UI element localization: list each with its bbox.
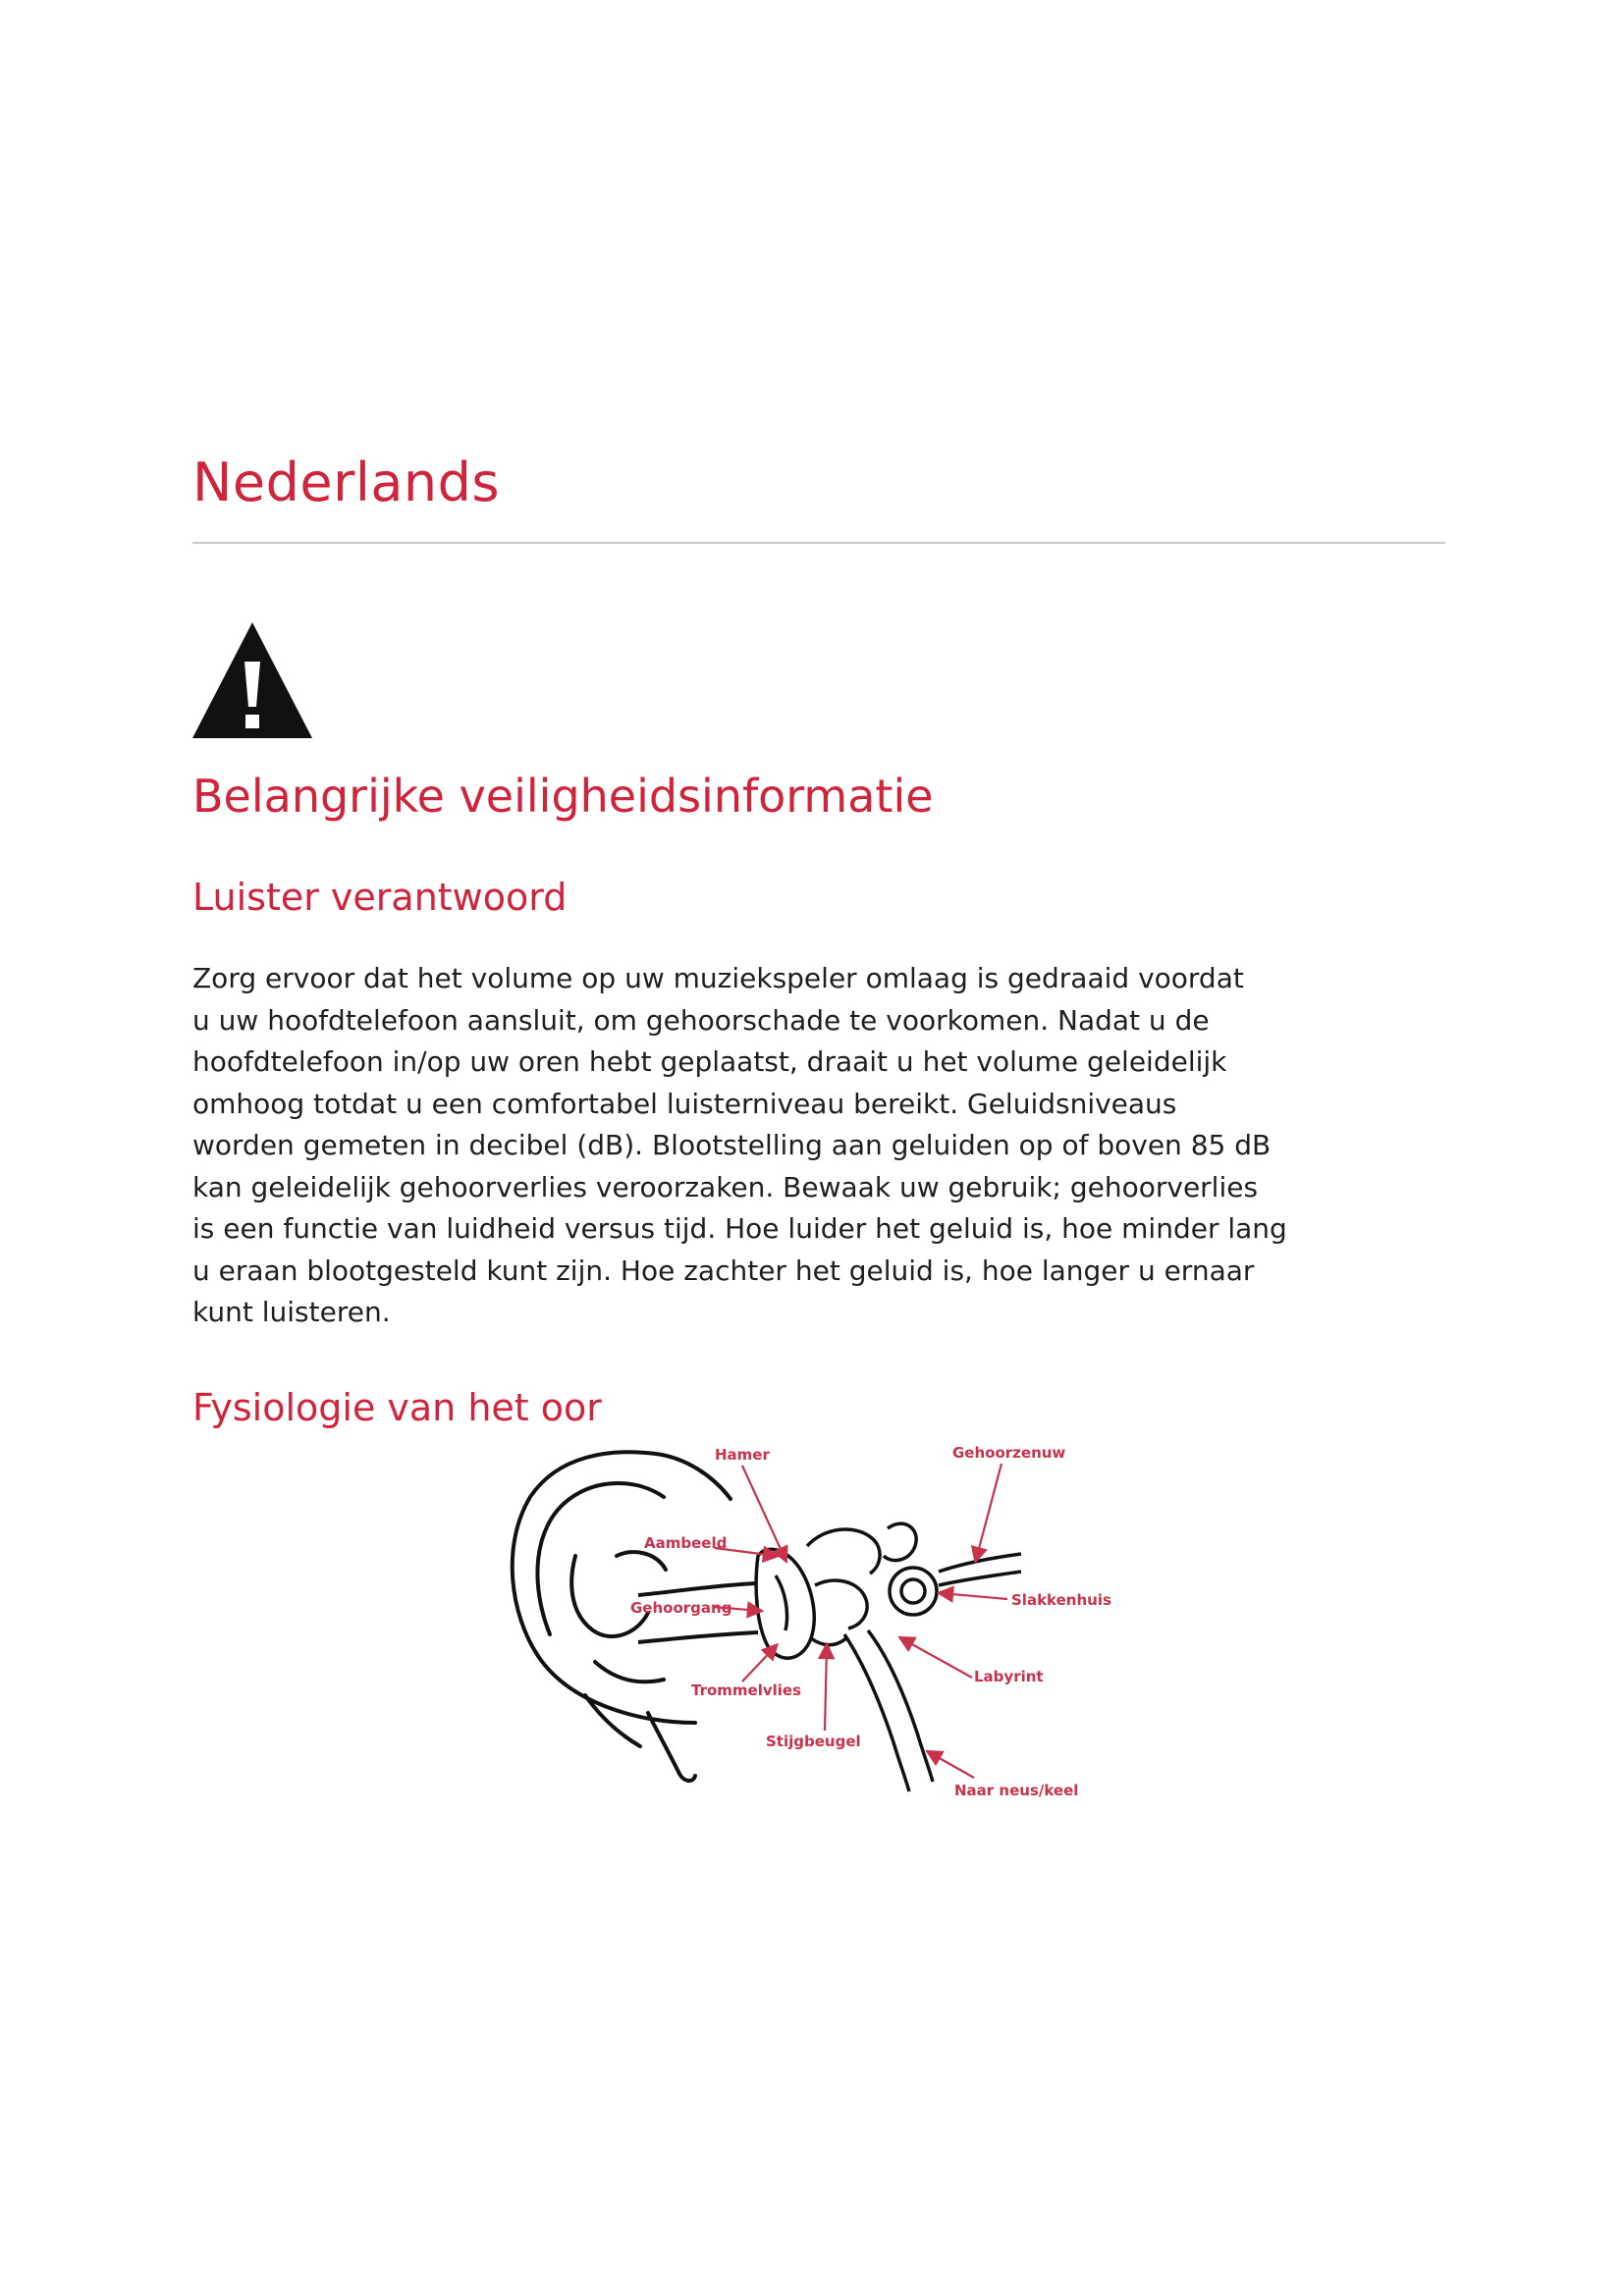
- label-slakkenhuis: Slakkenhuis: [1011, 1591, 1111, 1609]
- paragraph-line: u uw hoofdtelefoon aansluit, om gehoorschade te voorkomen. Nadat u de: [192, 1003, 1210, 1037]
- listen-heading: Luister verantwoord: [192, 876, 568, 919]
- label-gehoorgang: Gehoorgang: [630, 1599, 732, 1617]
- label-aambeeld: Aambeeld: [644, 1534, 728, 1552]
- title-divider: [192, 542, 1445, 544]
- paragraph-line: omhoog totdat u een comfortabel luisterniveau bereikt. Geluidsniveaus: [192, 1087, 1177, 1120]
- paragraph-line: worden gemeten in decibel (dB). Blootstelling aan geluiden op of boven 85 dB: [192, 1129, 1272, 1161]
- paragraph-line: u eraan blootgesteld kunt zijn. Hoe zachter het geluid is, hoe langer u ernaar: [192, 1254, 1255, 1287]
- label-gehoorzenuw: Gehoorzenuw: [952, 1444, 1066, 1462]
- paragraph-line: kunt luisteren.: [192, 1296, 391, 1328]
- middle-ear-drawing: [756, 1523, 1021, 1791]
- label-naar-neus-keel: Naar neus/keel: [954, 1782, 1079, 1799]
- paragraph-line: is een functie van luidheid versus tijd. Hoe luider het geluid is, hoe minder lang: [192, 1212, 1287, 1245]
- paragraph-line: hoofdtelefoon in/op uw oren hebt geplaatst, draait u het volume geleidelijk: [192, 1045, 1227, 1078]
- ear-anatomy-diagram: [491, 1438, 1129, 1821]
- warning-triangle-icon: [190, 620, 314, 740]
- label-trommelvlies: Trommelvlies: [691, 1682, 802, 1699]
- label-stijgbeugel: Stijgbeugel: [766, 1733, 861, 1750]
- paragraph-line: Zorg ervoor dat het volume op uw muziekspeler omlaag is gedraaid voordat: [192, 962, 1244, 994]
- listen-paragraph: [192, 958, 1420, 1334]
- language-title: Nederlands: [192, 452, 501, 513]
- physiology-heading: Fysiologie van het oor: [192, 1386, 602, 1429]
- label-hamer: Hamer: [715, 1446, 770, 1464]
- paragraph-line: kan geleidelijk gehoorverlies veroorzaken. Bewaak uw gebruik; gehoorverlies: [192, 1170, 1259, 1203]
- label-labyrint: Labyrint: [974, 1668, 1044, 1685]
- safety-heading: Belangrijke veiligheidsinformatie: [192, 770, 934, 823]
